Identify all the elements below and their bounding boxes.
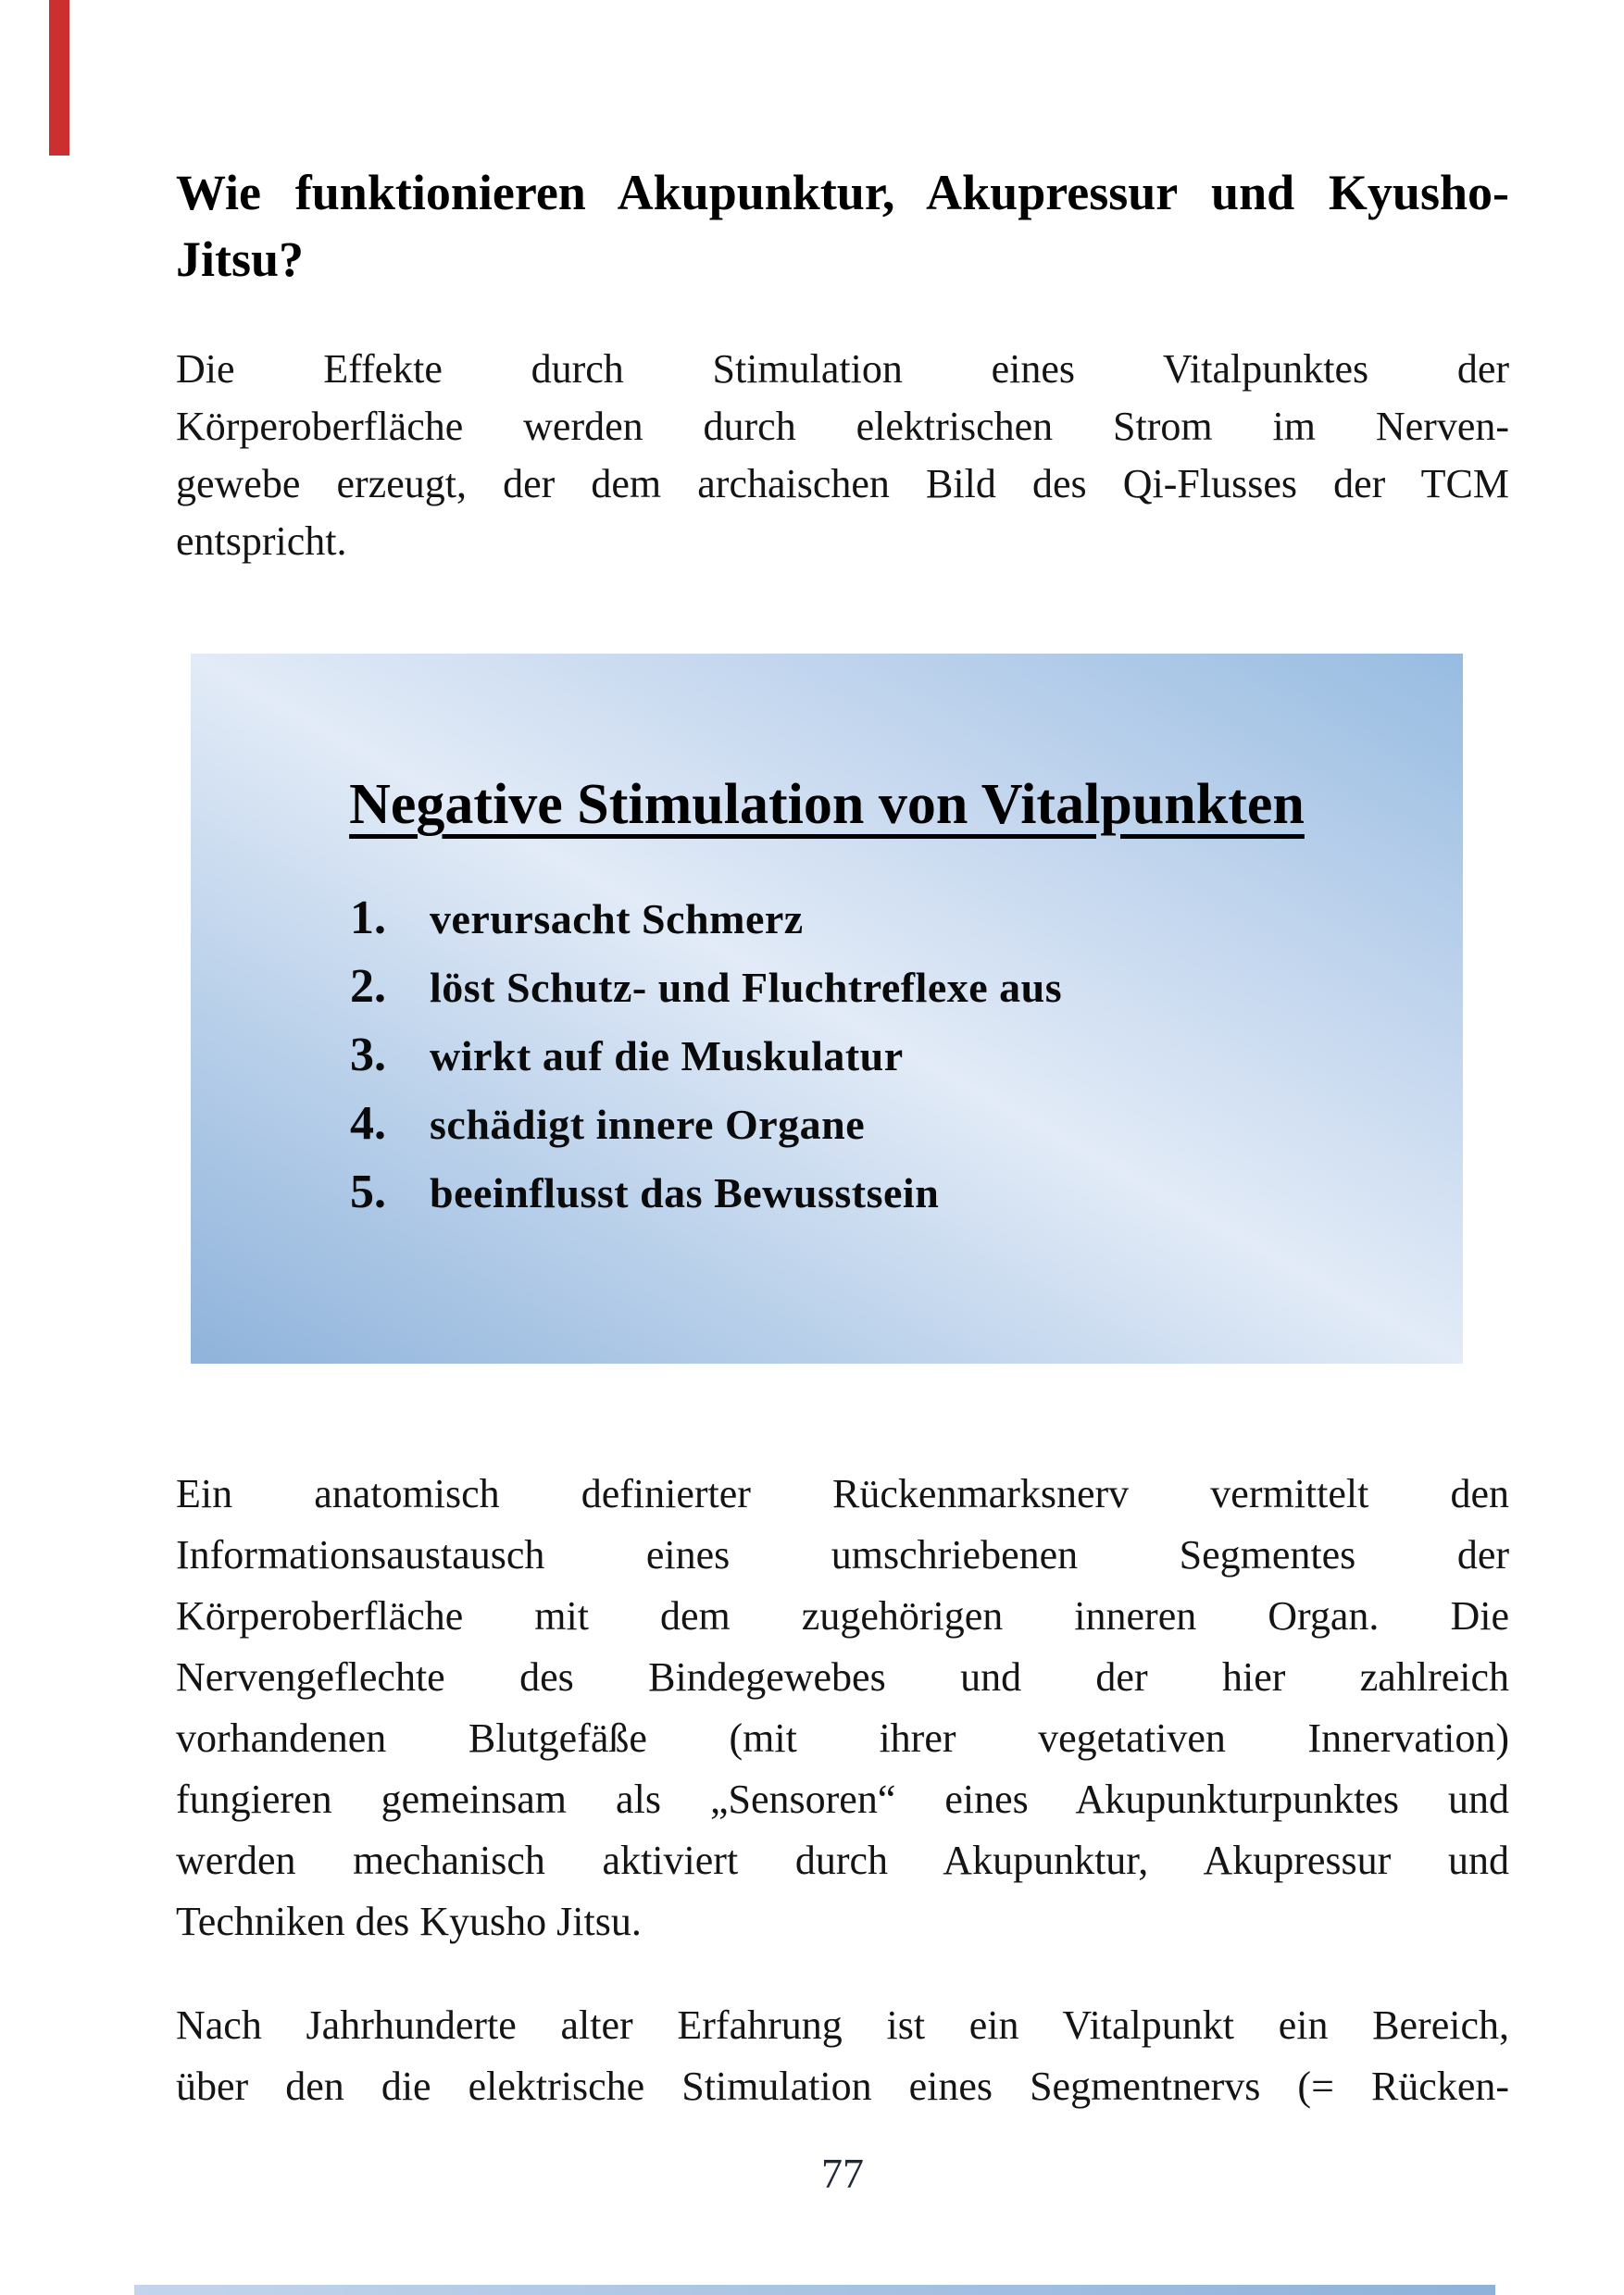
title-line: Wie funktionieren Akupunktur, Akupressur und Kyusho- <box>176 165 1509 220</box>
highlight-box <box>191 654 1463 1364</box>
body-paragraph-3 <box>176 1995 1509 2117</box>
list-item <box>350 1028 1463 1096</box>
text-line: gewebe erzeugt, der dem archaischen Bild des Qi-Flusses der TCM <box>176 461 1509 506</box>
text-line: Körperoberfläche werden durch elektrischen Strom im Nerven- <box>176 404 1509 449</box>
text-line: über den die elektrische Stimulation eines Segmentnervs (= Rücken- <box>176 2064 1509 2109</box>
list-item-text: löst Schutz- und Fluchtreflexe aus <box>430 964 1063 1011</box>
list-item-number: 3. <box>350 1029 386 1081</box>
next-page-edge-bar <box>134 2285 1495 2295</box>
text-line: vorhandenen Blutgefäße (mit ihrer vegetativen Innervation) <box>176 1715 1509 1761</box>
infobox-title: Negative Stimulation von Vitalpunkten <box>349 773 1305 836</box>
list-item <box>350 1165 1463 1233</box>
page-number: 77 <box>821 2150 864 2197</box>
text-line: Körperoberfläche mit dem zugehörigen inneren Organ. Die <box>176 1593 1509 1639</box>
list-item-number: 2. <box>350 960 386 1013</box>
list-item-text: wirkt auf die Muskulatur <box>430 1032 904 1079</box>
list-item-text: schädigt innere Organe <box>430 1101 866 1148</box>
list-item-number: 4. <box>350 1097 386 1150</box>
list-item-text: verursacht Schmerz <box>430 895 804 942</box>
list-item-text: beeinflusst das Bewusstsein <box>430 1169 940 1216</box>
text-line: Nervengeflechte des Bindegewebes und der hier zahlreich <box>176 1654 1509 1700</box>
text-line: fungieren gemeinsam als „Sensoren“ eines Akupunkturpunktes und <box>176 1777 1509 1822</box>
list-item <box>350 1096 1463 1165</box>
text-line: Techniken des Kyusho Jitsu. <box>176 1899 642 1944</box>
page-content <box>176 0 1509 2202</box>
text-line: Die Effekte durch Stimulation eines Vitalpunktes der <box>176 346 1509 392</box>
text-line: Nach Jahrhunderte alter Erfahrung ist ein Vitalpunkt ein Bereich, <box>176 2002 1509 2048</box>
list-item-number: 5. <box>350 1166 386 1218</box>
text-line: werden mechanisch aktiviert durch Akupunktur, Akupressur und <box>176 1838 1509 1883</box>
text-line: Informationsaustausch eines umschriebenen Segmentes der <box>176 1532 1509 1578</box>
list-item-number: 1. <box>350 892 386 944</box>
list-item <box>350 959 1463 1028</box>
page-title <box>176 159 1509 293</box>
body-paragraph-1 <box>176 341 1509 570</box>
infobox-list <box>350 891 1463 1233</box>
body-paragraph-2 <box>176 1464 1509 1952</box>
text-line: Ein anatomisch definierter Rückenmarksnerv vermittelt den <box>176 1471 1509 1516</box>
title-line: Jitsu? <box>176 231 305 287</box>
text-line: entspricht. <box>176 518 347 564</box>
page-edge-red-marker <box>49 0 69 156</box>
list-item <box>350 891 1463 959</box>
